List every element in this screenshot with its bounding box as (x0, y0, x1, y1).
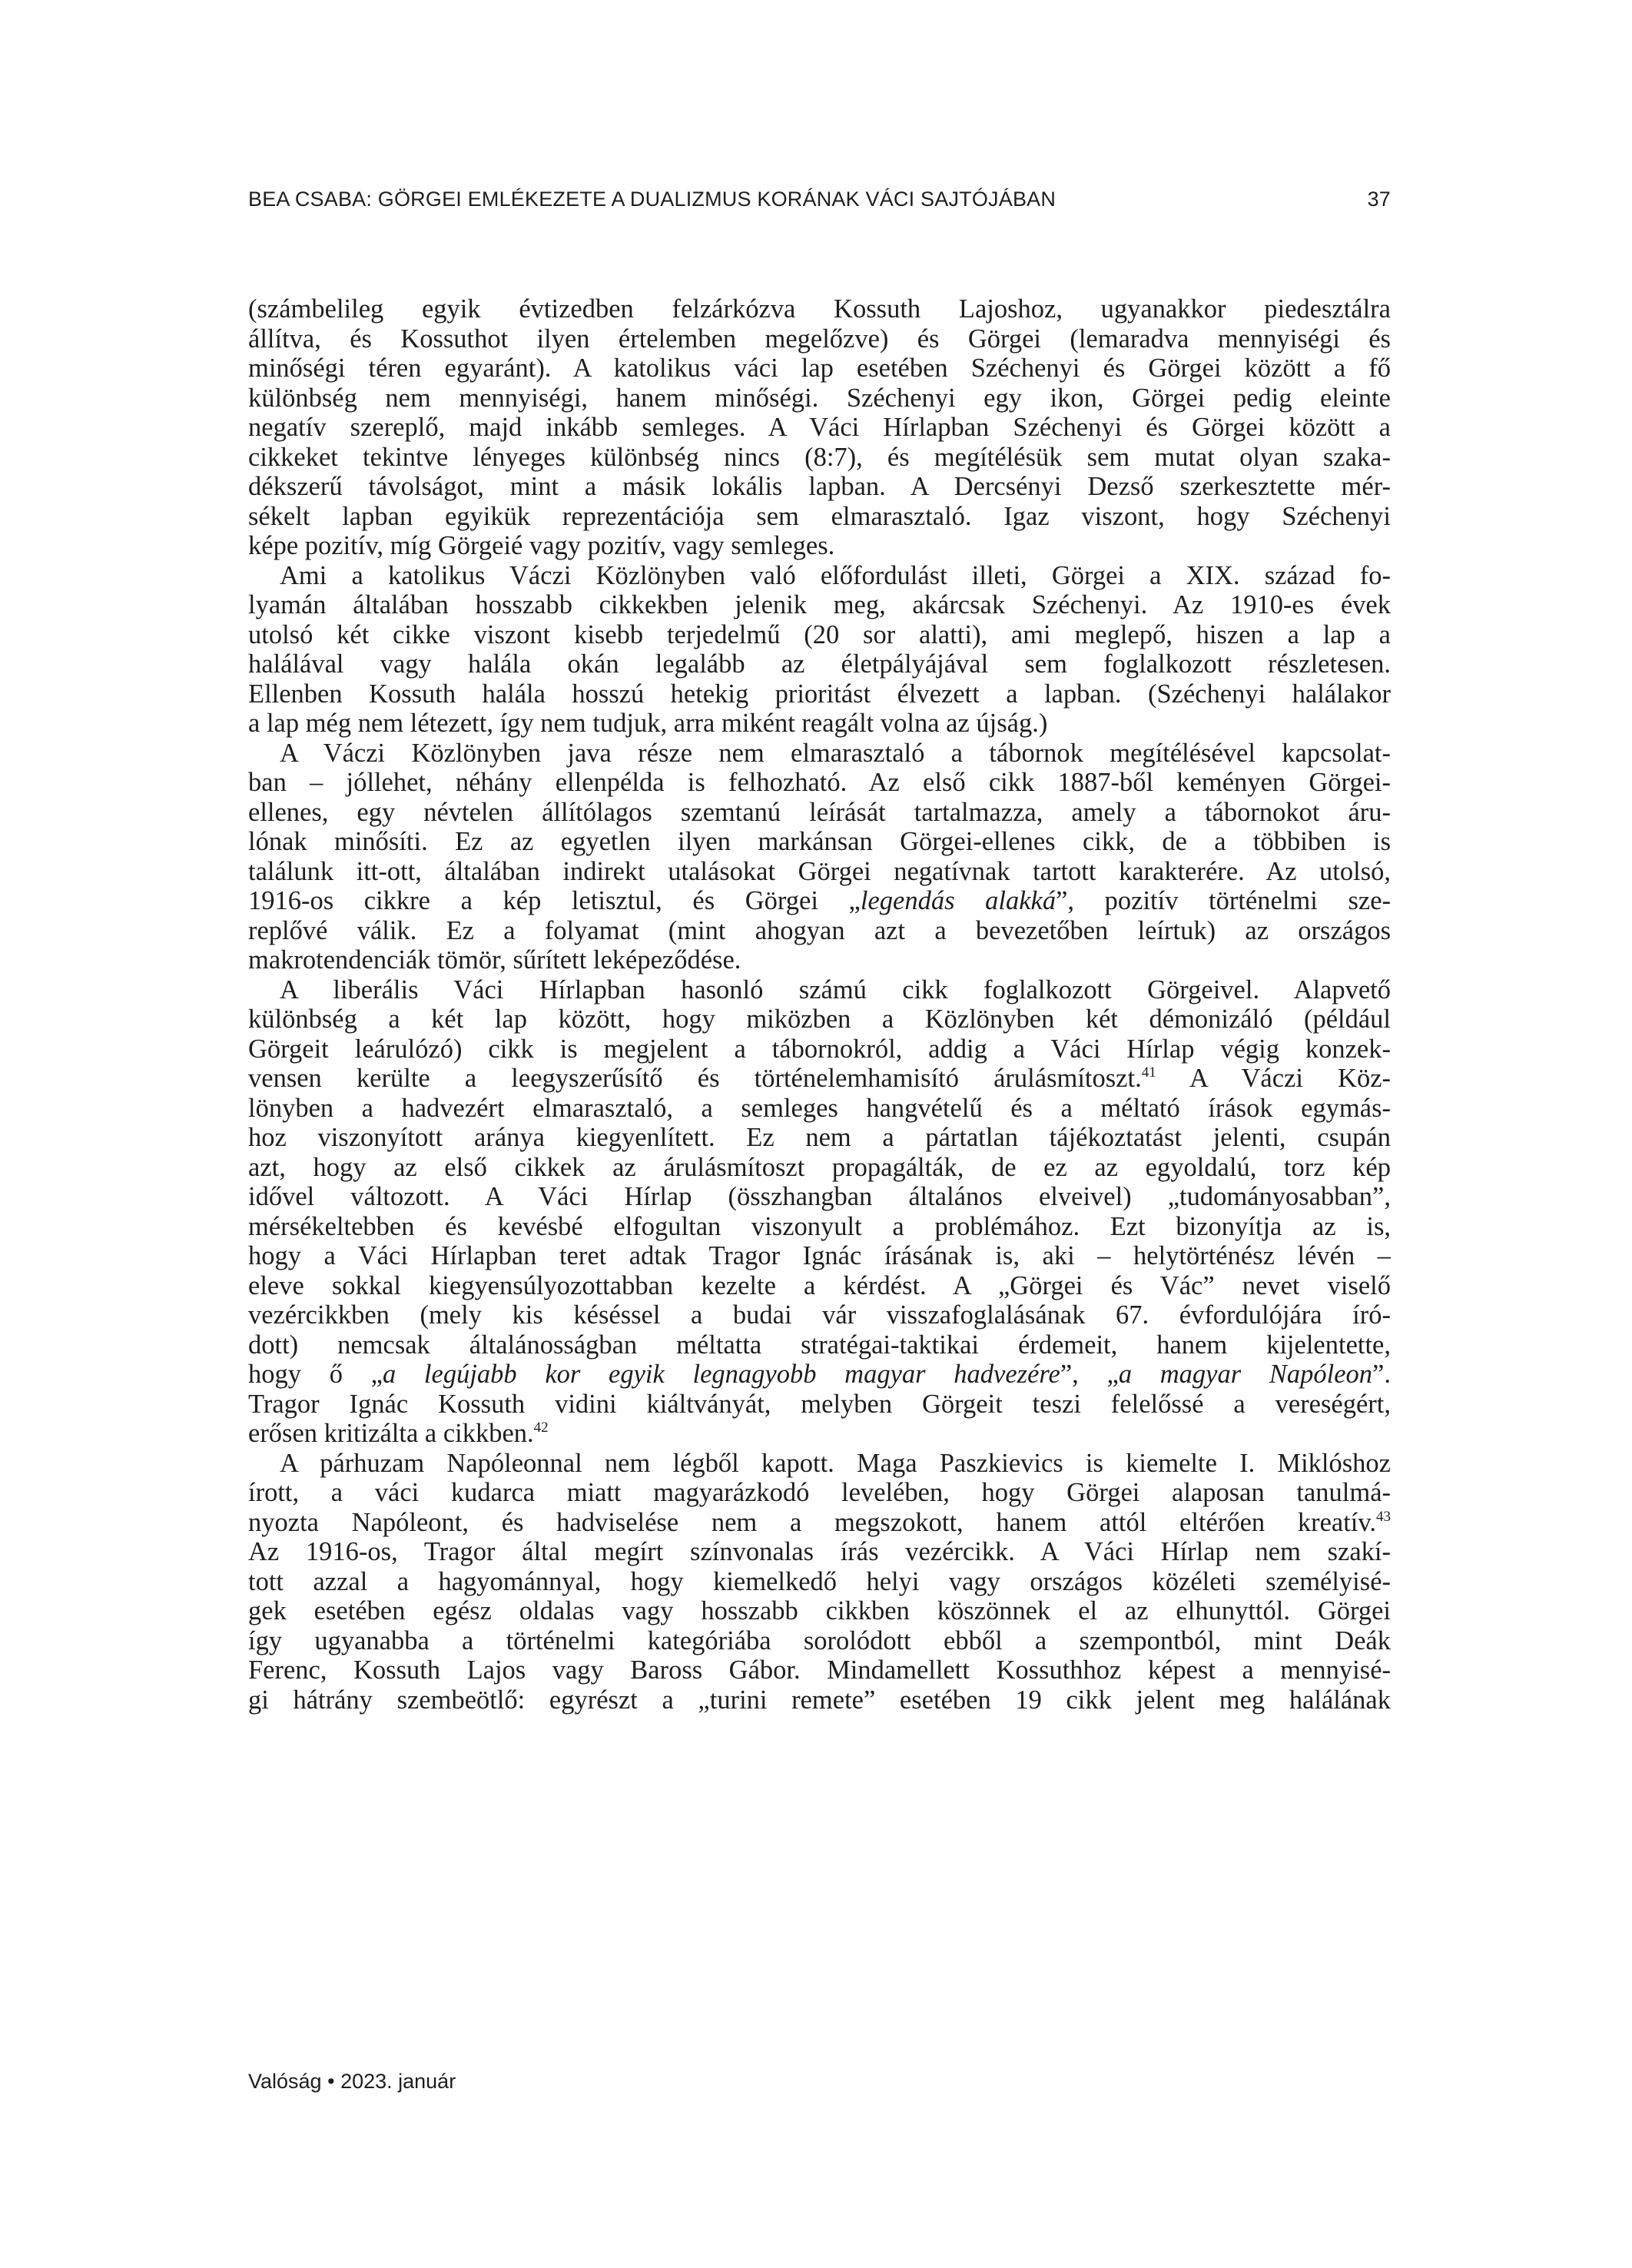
text-run: nyozta Napóleont, és hadviselése nem a megszokott, hanem attól eltérően kreatív. (248, 1507, 1376, 1537)
text-run: hogy a Váci Hírlapban teret adtak Tragor Ignác írásának is, aki – helytörténész lévén – (248, 1241, 1391, 1270)
text-run: Az 1916-os, Tragor által megírt színvonalas írás vezércikk. A Váci Hírlap nem szakí- (248, 1537, 1391, 1566)
text-line (248, 1360, 1391, 1390)
paragraph (248, 1449, 1391, 1715)
text-line (248, 1153, 1391, 1183)
text-run: lyamán általában hosszabb cikkekben jelenik meg, akárcsak Széchenyi. Az 1910-es évek (248, 590, 1391, 619)
text-line (248, 1123, 1391, 1153)
running-title: BEA CSABA: GÖRGEI EMLÉKEZETE A DUALIZMUS KORÁNAK VÁCI SAJTÓJÁBAN (248, 188, 1056, 211)
text-run: Ami a katolikus Váczi Közlönyben való előfordulást illeti, Görgei a XIX. század fo- (280, 560, 1391, 590)
text-run: ”. (1372, 1360, 1391, 1389)
text-line (248, 827, 1391, 857)
text-run: gek esetében egész oldalas vagy hosszabb cikkben köszönnek el az elhunyttól. Görgei (248, 1596, 1391, 1625)
text-run: írott, a váci kudarca miatt magyarázkodó levelében, hogy Görgei alaposan tanulmá- (248, 1478, 1391, 1507)
text-line (248, 1034, 1391, 1064)
text-run: ”, pozitív történelmi sze- (1056, 886, 1391, 915)
text-line (248, 1596, 1391, 1626)
text-run: tott azzal a hagyománnyal, hogy kiemelkedő helyi vagy országos közéleti személyisé- (248, 1566, 1391, 1596)
text-run: azt, hogy az első cikkek az árulásmítoszt propagálták, de ez az egyoldalú, torz kép (248, 1152, 1391, 1182)
journal-name: Valóság (248, 2070, 322, 2093)
text-run: Ellenben Kossuth halála hosszú hetekig prioritást élvezett a lapban. (Széchenyi halálakor (248, 679, 1391, 709)
text-run: Tragor Ignác Kossuth vidini kiáltványát, melyben Görgeit teszi felelőssé a vereségért, (248, 1389, 1391, 1419)
text-run: A párhuzam Napóleonnal nem légből kapott. Maga Paszkievics is kiemelte I. Miklóshoz (280, 1448, 1391, 1478)
text-run: sékelt lapban egyikük reprezentációja sem elmarasztaló. Igaz viszont, hogy Széchenyi (248, 501, 1391, 531)
text-line (248, 1390, 1391, 1420)
text-run: ban – jóllehet, néhány ellenpélda is felhozható. Az első cikk 1887-ből keményen Görgei- (248, 768, 1391, 797)
page-number: 37 (1367, 188, 1391, 211)
text-line (248, 324, 1391, 354)
text-run: makrotendenciák tömör, sűrített leképeződése. (248, 945, 741, 975)
text-line (248, 679, 1391, 709)
text-run: vensen kerülte a leegyszerűsítő és történelemhamisító árulásmítoszt. (248, 1064, 1142, 1093)
text-line (248, 886, 1391, 916)
text-line (248, 1537, 1391, 1567)
text-line (248, 413, 1391, 443)
text-line (248, 1419, 1391, 1449)
text-line (248, 1685, 1391, 1715)
paragraph (248, 561, 1391, 739)
text-run: negatív szereplő, majd inkább semleges. A Váci Hírlapban Széchenyi és Görgei között a (248, 413, 1391, 442)
text-line (248, 1478, 1391, 1508)
text-run: (számbelileg egyik évtizedben felzárkózva Kossuth Lajoshoz, ugyanakkor piedesztálra (248, 294, 1391, 324)
text-line (248, 916, 1391, 946)
page-footer (248, 2070, 456, 2094)
text-run: képe pozitív, míg Görgeié vagy pozitív, vagy semleges. (248, 531, 835, 560)
text-run: A Váczi Közlönyben java része nem elmarasztaló a tábornok megítélésével kapcsolat- (280, 738, 1391, 768)
footnote-marker[interactable]: 43 (1376, 1508, 1391, 1525)
text-line (248, 590, 1391, 620)
running-head (248, 188, 1391, 211)
text-line (248, 1182, 1391, 1212)
italic-quote: legendás alakká (860, 886, 1056, 915)
text-line (248, 472, 1391, 502)
text-run: a lap még nem létezett, így nem tudjuk, arra miként reagált volna az újság.) (248, 709, 1048, 738)
text-line (248, 857, 1391, 887)
text-line (248, 709, 1391, 739)
footnote-marker[interactable]: 41 (1141, 1064, 1156, 1081)
text-line (248, 1271, 1391, 1301)
text-run: ellenes, egy névtelen állítólagos szemtanú leírását tartalmazza, amely a tábornokot áru- (248, 797, 1391, 827)
text-run: utolsó két cikke viszont kisebb terjedelmű (20 sor alatti), ami meglepő, hiszen a lap a (248, 619, 1391, 649)
text-run: idővel változott. A Váci Hírlap (összhangban általános elveivel) „tudományosabban”, (248, 1182, 1391, 1211)
text-line (248, 1626, 1391, 1656)
text-run: ”, „ (1060, 1360, 1119, 1389)
text-run: minőségi téren egyaránt). A katolikus váci lap esetében Széchenyi és Görgei között a fő (248, 354, 1391, 383)
text-run: mérsékeltebben és kevésbé elfogultan viszonyult a problémához. Ezt bizonyítja az is, (248, 1211, 1391, 1241)
text-line (248, 620, 1391, 650)
text-run: vezércikkben (mely kis késéssel a budai vár visszafoglalásának 67. évfordulójára író- (248, 1300, 1391, 1330)
text-line (248, 1330, 1391, 1360)
article-body (248, 294, 1391, 1715)
text-line (248, 502, 1391, 532)
text-line (248, 384, 1391, 413)
text-run: lónak minősíti. Ez az egyetlen ilyen markánsan Görgei-ellenes cikk, de a többiben is (248, 827, 1391, 856)
text-line (248, 649, 1391, 679)
text-run: Ferenc, Kossuth Lajos vagy Baross Gábor. Mindamellett Kossuthhoz képest a mennyisé- (248, 1655, 1391, 1685)
text-run: dékszerű távolságot, mint a másik lokális lapban. A Dercsényi Dezső szerkesztette mér- (248, 472, 1391, 501)
footnote-marker[interactable]: 42 (533, 1420, 549, 1436)
text-run: állítva, és Kossuthot ilyen értelemben megelőzve) és Görgei (lemaradva mennyiségi és (248, 324, 1391, 354)
text-run: eleve sokkal kiegyensúlyozottabban kezelte a kérdést. A „Görgei és Vác” nevet viselő (248, 1270, 1391, 1300)
text-line (248, 1212, 1391, 1242)
text-line (248, 1004, 1391, 1034)
text-line (248, 561, 1391, 591)
text-line (248, 739, 1391, 769)
text-run: találunk itt-ott, általában indirekt utalásokat Görgei negatívnak tartott karakterére. Az utolsó, (248, 856, 1391, 886)
paragraph (248, 739, 1391, 975)
text-run: gi hátrány szembeötlő: egyrészt a „turini remete” esetében 19 cikk jelent meg halálának (248, 1685, 1391, 1715)
text-line (248, 1567, 1391, 1597)
text-line (248, 294, 1391, 324)
text-run: különbség nem mennyiségi, hanem minőségi. Széchenyi egy ikon, Görgei pedig eleinte (248, 383, 1391, 413)
paragraph (248, 975, 1391, 1449)
text-run: lönyben a hadvezért elmarasztaló, a semleges hangvételű és a méltató írások egymás- (248, 1093, 1391, 1123)
text-run: különbség a két lap között, hogy miközben a Közlönyben két démonizáló (például (248, 1004, 1391, 1034)
text-line (248, 443, 1391, 473)
text-run: hoz viszonyított aránya kiegyenlített. Ez nem a pártatlan tájékoztatást jelenti, csupán (248, 1123, 1391, 1152)
footer-separator: • (327, 2070, 335, 2093)
text-run: erősen kritizálta a cikkben. (248, 1419, 534, 1448)
italic-quote: a magyar Napóleon (1118, 1360, 1373, 1389)
text-run: Görgeit leárulózó) cikk is megjelent a tábornokról, addig a Váci Hírlap végig konzek- (248, 1034, 1391, 1064)
text-line (248, 1094, 1391, 1124)
text-line (248, 975, 1391, 1005)
text-run: halálával vagy halála okán legalább az életpályájával sem foglalkozott részletesen. (248, 649, 1391, 679)
text-line (248, 1064, 1391, 1094)
italic-quote: a legújabb kor egyik legnagyobb magyar hadvezére (382, 1360, 1060, 1389)
text-line (248, 1655, 1391, 1685)
issue-date: 2023. január (340, 2070, 456, 2093)
text-run: cikkeket tekintve lényeges különbség nincs (8:7), és megítélésük sem mutat olyan szaka- (248, 442, 1391, 472)
text-run: A liberális Váci Hírlapban hasonló számú cikk foglalkozott Görgeivel. Alapvető (280, 975, 1391, 1004)
text-line (248, 1300, 1391, 1330)
text-line (248, 798, 1391, 828)
text-line (248, 531, 1391, 561)
text-run: replővé válik. Ez a folyamat (mint ahogyan azt a bevezetőben leírtuk) az országos (248, 915, 1391, 945)
text-line (248, 768, 1391, 798)
text-run: dott) nemcsak általánosságban méltatta stratégai-taktikai érdemeit, hanem kijelentette, (248, 1330, 1391, 1360)
text-run: 1916-os cikkre a kép letisztul, és Görgei „ (248, 886, 861, 915)
text-line (248, 1241, 1391, 1271)
text-line (248, 354, 1391, 384)
text-run: hogy ő „ (248, 1360, 383, 1389)
paragraph (248, 294, 1391, 561)
text-line (248, 1449, 1391, 1479)
text-run: A Váczi Köz- (1156, 1064, 1392, 1093)
text-line (248, 945, 1391, 975)
text-line (248, 1508, 1391, 1538)
text-run: így ugyanabba a történelmi kategóriába sorolódott ebből a szempontból, mint Deák (248, 1625, 1391, 1655)
